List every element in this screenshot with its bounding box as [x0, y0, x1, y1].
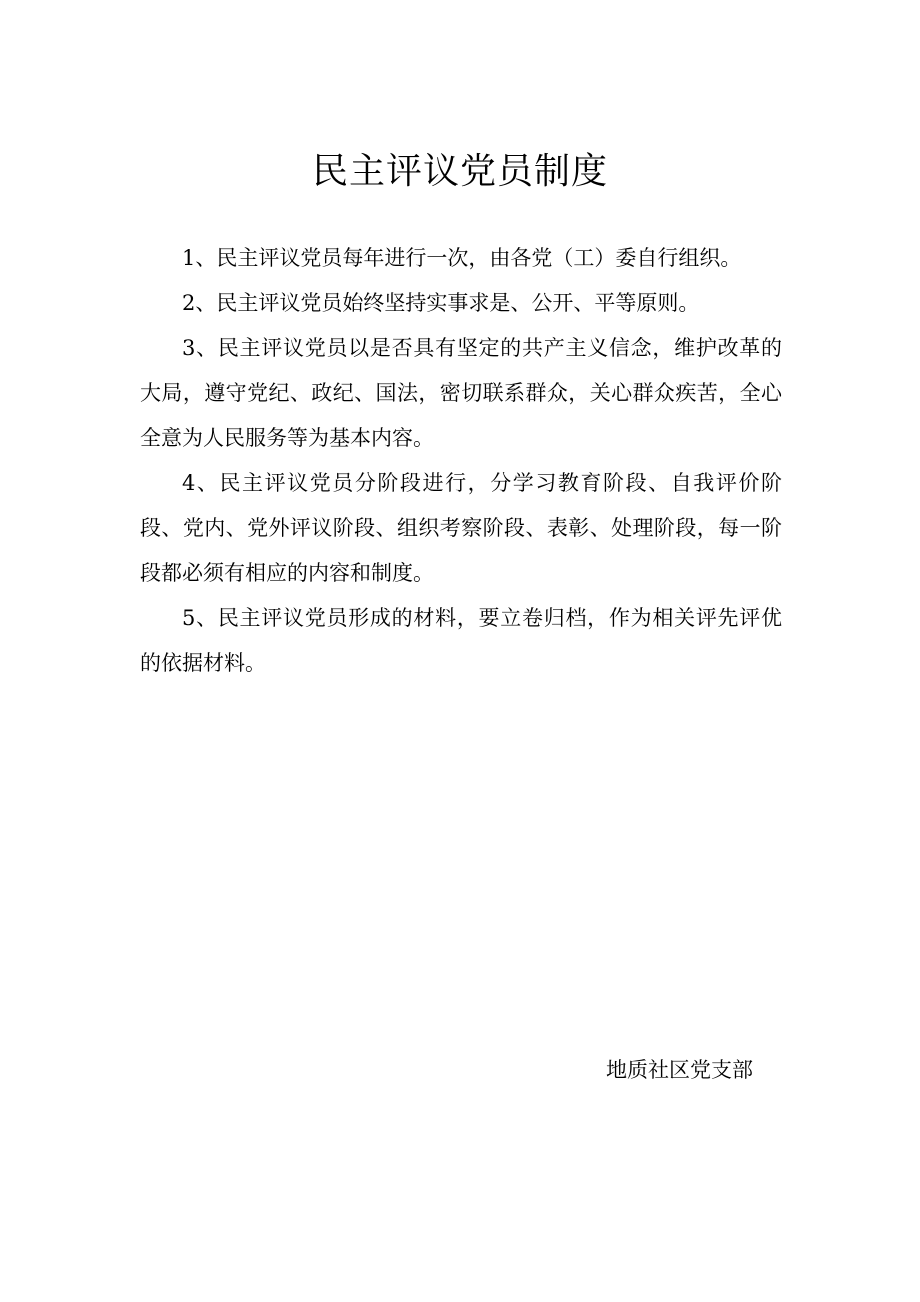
paragraph-2: 2、民主评议党员始终坚持实事求是、公开、平等原则。	[182, 291, 700, 315]
document-body	[140, 236, 782, 686]
signature-organization: 地质社区党支部	[606, 1058, 753, 1082]
paragraph-1: 1、民主评议党员每年进行一次，由各党（工）委自行组织。	[182, 246, 742, 270]
document-title: 民主评议党员制度	[311, 151, 608, 192]
paragraph-4: 4、民主评议党员分阶段进行，分学习教育阶段、自我评价阶段、党内、党外评议阶段、组织考察阶段、表彰、处理阶段，每一阶段都必须有相应的内容和制度。	[140, 471, 782, 585]
paragraph-5: 5、民主评议党员形成的材料，要立卷归档，作为相关评先评优的依据材料。	[140, 606, 782, 675]
paragraph-3: 3、民主评议党员以是否具有坚定的共产主义信念，维护改革的大局，遵守党纪、政纪、国法，密切联系群众，关心群众疾苦，全心全意为人民服务等为基本内容。	[140, 336, 782, 450]
